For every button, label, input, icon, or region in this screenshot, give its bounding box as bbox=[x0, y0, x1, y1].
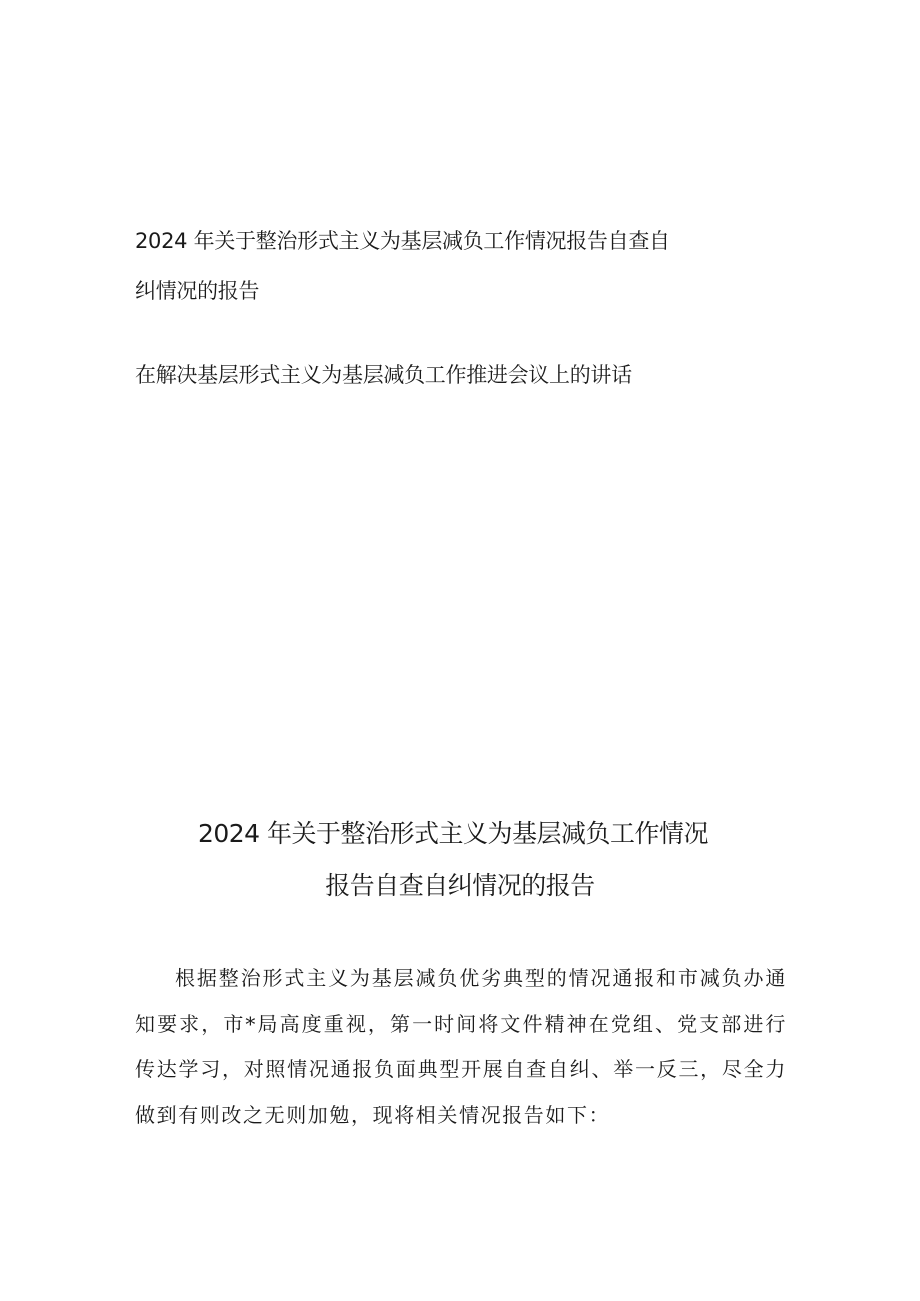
document-title-line-2: 报告自查自纠情况的报告 bbox=[325, 871, 595, 900]
document-title-line-1: 2024 年关于整治形式主义为基层减负工作情况 bbox=[197, 819, 709, 848]
body-paragraph: 根据整治形式主义为基层减负优劣典型的情况通报和市减负办通知要求，市*局高度重视，第一时间将文件精神在党组、党支部进行传达学习，对照情况通报负面典型开展自查自纠、举一反三，尽全力做到有则改之无则加勉，现将相关情况报告如下： bbox=[135, 966, 787, 1127]
table-of-contents bbox=[135, 223, 735, 393]
toc-entry-2: 在解决基层形式主义为基层减负工作推进会议上的讲话 bbox=[135, 363, 632, 387]
toc-entry-1-line-2: 纠情况的报告 bbox=[135, 279, 260, 303]
toc-entry-1-line-1: 2024 年关于整治形式主义为基层减负工作情况报告自查自 bbox=[135, 229, 670, 253]
document-title bbox=[0, 812, 920, 908]
